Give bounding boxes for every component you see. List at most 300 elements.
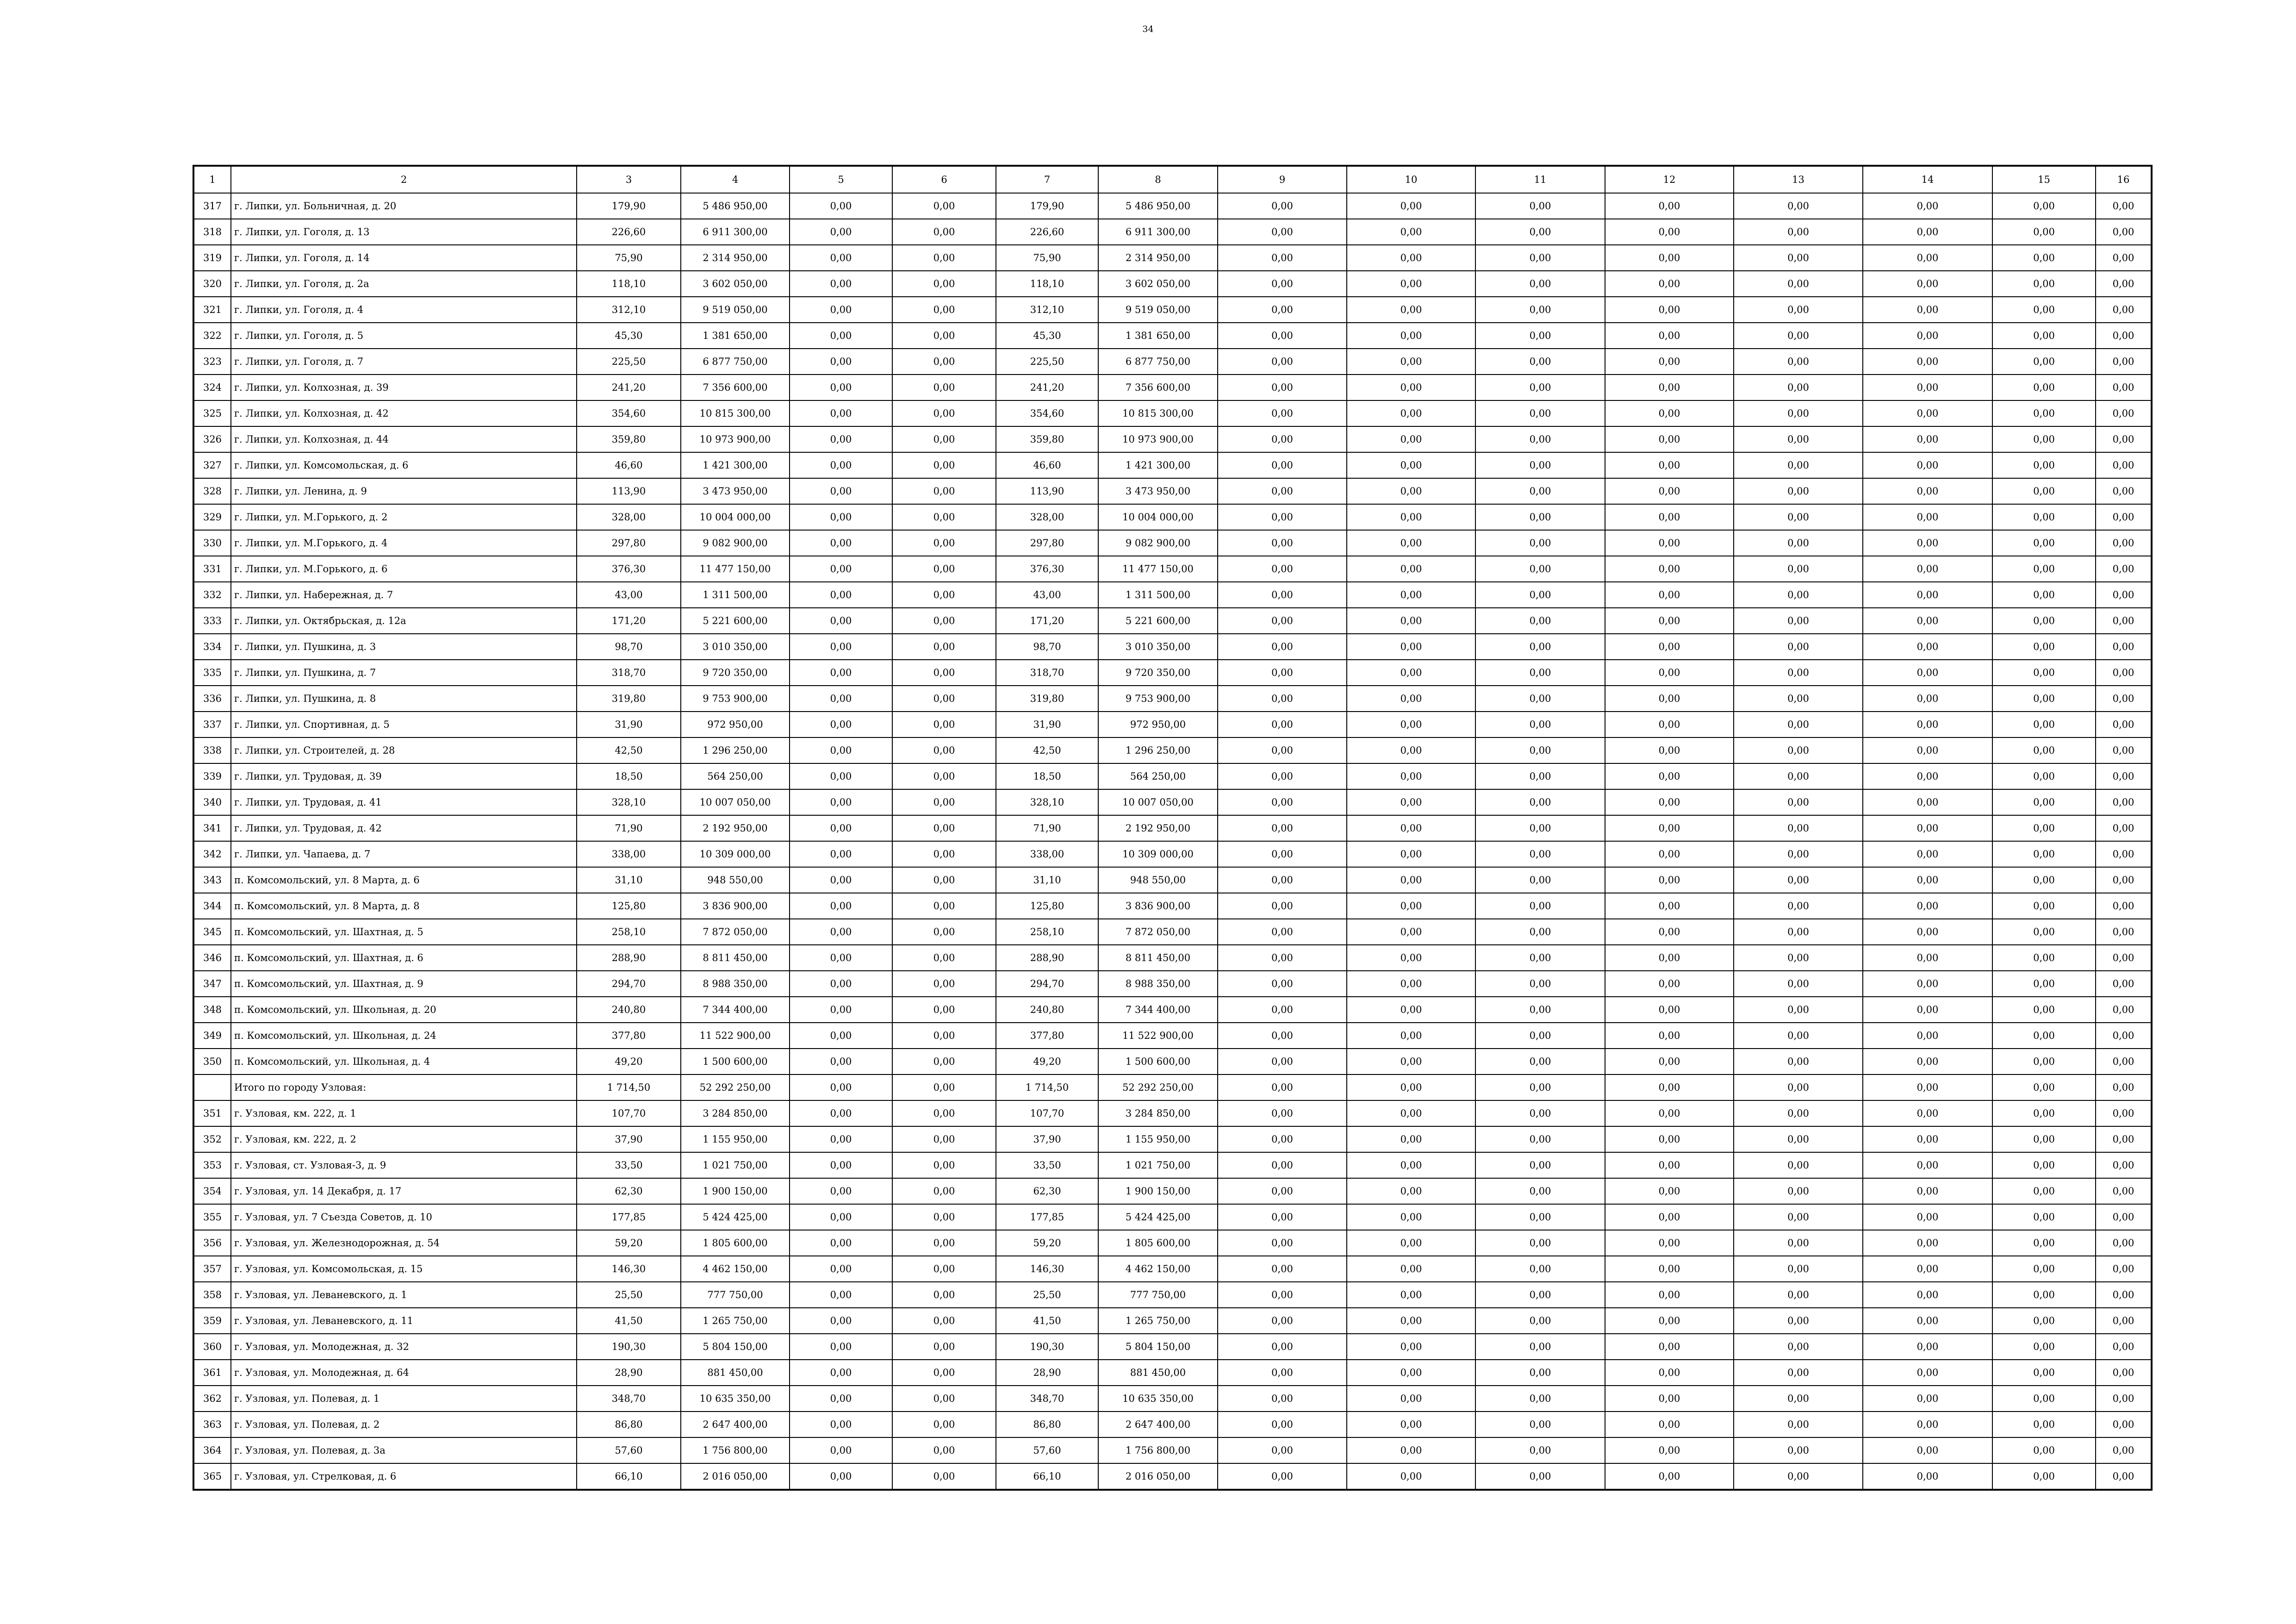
cost-cell: 5 424 425,00 — [681, 1204, 790, 1230]
cost-cell: 1 756 800,00 — [681, 1437, 790, 1463]
value-cell: 0,00 — [1347, 1230, 1475, 1256]
row-number-cell — [193, 1074, 231, 1100]
value-cell: 0,00 — [790, 1049, 892, 1074]
value-cell: 0,00 — [1475, 1386, 1605, 1412]
value-cell: 0,00 — [1347, 763, 1475, 789]
value-cell: 0,00 — [1605, 1256, 1734, 1282]
row-number-cell: 330 — [193, 530, 231, 556]
value-cell: 0,00 — [1218, 271, 1347, 297]
value-cell: 0,00 — [1347, 530, 1475, 556]
area-cell: 86,80 — [577, 1412, 681, 1437]
value-cell: 0,00 — [2096, 1437, 2152, 1463]
cost-cell: 2 647 400,00 — [1098, 1412, 1218, 1437]
value-cell: 0,00 — [1992, 1256, 2096, 1282]
value-cell: 0,00 — [892, 997, 996, 1023]
cost-cell: 2 192 950,00 — [681, 815, 790, 841]
value-cell: 0,00 — [1605, 1463, 1734, 1490]
value-cell: 0,00 — [1863, 737, 1992, 763]
table-row — [193, 323, 2152, 349]
cost-cell: 5 424 425,00 — [1098, 1204, 1218, 1230]
value-cell: 0,00 — [892, 193, 996, 219]
area-cell: 294,70 — [996, 971, 1098, 997]
value-cell: 0,00 — [1218, 1178, 1347, 1204]
value-cell: 0,00 — [790, 1230, 892, 1256]
value-cell: 0,00 — [790, 1256, 892, 1282]
value-cell: 0,00 — [892, 815, 996, 841]
value-cell: 0,00 — [790, 945, 892, 971]
value-cell: 0,00 — [2096, 1074, 2152, 1100]
cost-cell: 5 221 600,00 — [1098, 608, 1218, 634]
value-cell: 0,00 — [892, 1126, 996, 1152]
value-cell: 0,00 — [1605, 686, 1734, 712]
cost-cell: 1 311 500,00 — [681, 582, 790, 608]
area-cell: 1 714,50 — [577, 1074, 681, 1100]
value-cell: 0,00 — [1992, 530, 2096, 556]
value-cell: 0,00 — [1992, 219, 2096, 245]
column-number-cell: 10 — [1347, 166, 1475, 193]
table-row — [193, 763, 2152, 789]
value-cell: 0,00 — [892, 763, 996, 789]
value-cell: 0,00 — [892, 478, 996, 504]
value-cell: 0,00 — [1347, 193, 1475, 219]
area-cell: 226,60 — [577, 219, 681, 245]
value-cell: 0,00 — [1218, 1074, 1347, 1100]
value-cell: 0,00 — [1992, 867, 2096, 893]
table-row — [193, 1204, 2152, 1230]
row-number-cell: 344 — [193, 893, 231, 919]
value-cell: 0,00 — [1863, 1282, 1992, 1308]
area-cell: 328,10 — [996, 789, 1098, 815]
value-cell: 0,00 — [790, 582, 892, 608]
column-number-cell: 3 — [577, 166, 681, 193]
value-cell: 0,00 — [1992, 712, 2096, 737]
area-cell: 31,10 — [996, 867, 1098, 893]
value-cell: 0,00 — [1734, 1049, 1863, 1074]
cost-cell: 7 344 400,00 — [1098, 997, 1218, 1023]
area-cell: 28,90 — [996, 1360, 1098, 1386]
table-row — [193, 193, 2152, 219]
address-cell: п. Комсомольский, ул. Шахтная, д. 5 — [231, 919, 577, 945]
area-cell: 146,30 — [577, 1256, 681, 1282]
area-cell: 28,90 — [577, 1360, 681, 1386]
value-cell: 0,00 — [1605, 323, 1734, 349]
value-cell: 0,00 — [790, 245, 892, 271]
value-cell: 0,00 — [1734, 712, 1863, 737]
value-cell: 0,00 — [1605, 530, 1734, 556]
value-cell: 0,00 — [1475, 1256, 1605, 1282]
value-cell: 0,00 — [1734, 1334, 1863, 1360]
cost-cell: 1 296 250,00 — [681, 737, 790, 763]
area-cell: 45,30 — [577, 323, 681, 349]
value-cell: 0,00 — [1992, 608, 2096, 634]
value-cell: 0,00 — [892, 919, 996, 945]
value-cell: 0,00 — [2096, 997, 2152, 1023]
value-cell: 0,00 — [1475, 1152, 1605, 1178]
value-cell: 0,00 — [1605, 815, 1734, 841]
row-number-cell: 356 — [193, 1230, 231, 1256]
value-cell: 0,00 — [1347, 556, 1475, 582]
value-cell: 0,00 — [2096, 1386, 2152, 1412]
cost-cell: 2 647 400,00 — [681, 1412, 790, 1437]
value-cell: 0,00 — [1475, 504, 1605, 530]
area-cell: 376,30 — [996, 556, 1098, 582]
value-cell: 0,00 — [892, 971, 996, 997]
cost-cell: 9 753 900,00 — [681, 686, 790, 712]
value-cell: 0,00 — [2096, 763, 2152, 789]
value-cell: 0,00 — [1347, 608, 1475, 634]
value-cell: 0,00 — [1605, 893, 1734, 919]
row-number-cell: 339 — [193, 763, 231, 789]
value-cell: 0,00 — [1734, 400, 1863, 426]
cost-cell: 3 473 950,00 — [681, 478, 790, 504]
value-cell: 0,00 — [1992, 1178, 2096, 1204]
value-cell: 0,00 — [1992, 1463, 2096, 1490]
area-cell: 297,80 — [577, 530, 681, 556]
address-cell: г. Липки, ул. Гоголя, д. 2а — [231, 271, 577, 297]
value-cell: 0,00 — [1734, 504, 1863, 530]
value-cell: 0,00 — [1863, 763, 1992, 789]
table-row — [193, 945, 2152, 971]
value-cell: 0,00 — [1347, 919, 1475, 945]
row-number-cell: 343 — [193, 867, 231, 893]
value-cell: 0,00 — [1734, 1412, 1863, 1437]
area-cell: 25,50 — [996, 1282, 1098, 1308]
value-cell: 0,00 — [1734, 349, 1863, 375]
cost-cell: 948 550,00 — [681, 867, 790, 893]
value-cell: 0,00 — [1992, 323, 2096, 349]
cost-cell: 8 988 350,00 — [681, 971, 790, 997]
value-cell: 0,00 — [892, 582, 996, 608]
row-number-cell: 337 — [193, 712, 231, 737]
address-cell: г. Липки, ул. Октябрьская, д. 12а — [231, 608, 577, 634]
cost-cell: 1 805 600,00 — [681, 1230, 790, 1256]
value-cell: 0,00 — [1347, 1074, 1475, 1100]
value-cell: 0,00 — [1218, 478, 1347, 504]
area-cell: 62,30 — [996, 1178, 1098, 1204]
value-cell: 0,00 — [1863, 245, 1992, 271]
value-cell: 0,00 — [892, 375, 996, 400]
value-cell: 0,00 — [1218, 919, 1347, 945]
value-cell: 0,00 — [1734, 1256, 1863, 1282]
value-cell: 0,00 — [1347, 504, 1475, 530]
row-number-cell: 331 — [193, 556, 231, 582]
value-cell: 0,00 — [1992, 582, 2096, 608]
cost-cell: 10 635 350,00 — [681, 1386, 790, 1412]
value-cell: 0,00 — [1347, 245, 1475, 271]
area-cell: 66,10 — [577, 1463, 681, 1490]
cost-cell: 1 381 650,00 — [1098, 323, 1218, 349]
address-cell: г. Липки, ул. Больничная, д. 20 — [231, 193, 577, 219]
area-cell: 288,90 — [996, 945, 1098, 971]
value-cell: 0,00 — [1863, 1308, 1992, 1334]
value-cell: 0,00 — [2096, 426, 2152, 452]
value-cell: 0,00 — [790, 1152, 892, 1178]
value-cell: 0,00 — [1605, 971, 1734, 997]
row-number-cell: 319 — [193, 245, 231, 271]
value-cell: 0,00 — [1218, 530, 1347, 556]
value-cell: 0,00 — [1475, 1360, 1605, 1386]
area-cell: 171,20 — [577, 608, 681, 634]
value-cell: 0,00 — [1734, 1308, 1863, 1334]
area-cell: 319,80 — [577, 686, 681, 712]
cost-cell: 3 836 900,00 — [681, 893, 790, 919]
value-cell: 0,00 — [1605, 1074, 1734, 1100]
address-cell: г. Узловая, км. 222, д. 1 — [231, 1100, 577, 1126]
cost-cell: 1 265 750,00 — [681, 1308, 790, 1334]
value-cell: 0,00 — [1992, 1412, 2096, 1437]
table-row — [193, 375, 2152, 400]
area-cell: 258,10 — [577, 919, 681, 945]
value-cell: 0,00 — [1218, 763, 1347, 789]
row-number-cell: 318 — [193, 219, 231, 245]
value-cell: 0,00 — [1605, 1282, 1734, 1308]
value-cell: 0,00 — [1347, 1049, 1475, 1074]
cost-cell: 10 004 000,00 — [1098, 504, 1218, 530]
value-cell: 0,00 — [1347, 660, 1475, 686]
row-number-cell: 329 — [193, 504, 231, 530]
value-cell: 0,00 — [892, 945, 996, 971]
cost-cell: 11 477 150,00 — [1098, 556, 1218, 582]
value-cell: 0,00 — [790, 1126, 892, 1152]
row-number-cell: 349 — [193, 1023, 231, 1049]
value-cell: 0,00 — [2096, 686, 2152, 712]
value-cell: 0,00 — [1218, 686, 1347, 712]
area-cell: 258,10 — [996, 919, 1098, 945]
area-cell: 294,70 — [577, 971, 681, 997]
address-cell: г. Узловая, ул. Леваневского, д. 1 — [231, 1282, 577, 1308]
row-number-cell: 321 — [193, 297, 231, 323]
value-cell: 0,00 — [1734, 426, 1863, 452]
value-cell: 0,00 — [1475, 763, 1605, 789]
value-cell: 0,00 — [892, 1256, 996, 1282]
value-cell: 0,00 — [1605, 1049, 1734, 1074]
value-cell: 0,00 — [1347, 634, 1475, 660]
value-cell: 0,00 — [1992, 400, 2096, 426]
value-cell: 0,00 — [1863, 478, 1992, 504]
address-cell: г. Узловая, ул. Железнодорожная, д. 54 — [231, 1230, 577, 1256]
table-row — [193, 660, 2152, 686]
cost-cell: 10 007 050,00 — [681, 789, 790, 815]
table-row — [193, 608, 2152, 634]
address-cell: г. Липки, ул. Спортивная, д. 5 — [231, 712, 577, 737]
row-number-cell: 334 — [193, 634, 231, 660]
area-cell: 98,70 — [577, 634, 681, 660]
table-row — [193, 815, 2152, 841]
value-cell: 0,00 — [892, 1049, 996, 1074]
row-number-cell: 341 — [193, 815, 231, 841]
value-cell: 0,00 — [1475, 530, 1605, 556]
value-cell: 0,00 — [892, 271, 996, 297]
area-cell: 41,50 — [577, 1308, 681, 1334]
value-cell: 0,00 — [1992, 841, 2096, 867]
cost-cell: 1 900 150,00 — [681, 1178, 790, 1204]
value-cell: 0,00 — [1347, 841, 1475, 867]
value-cell: 0,00 — [1347, 297, 1475, 323]
value-cell: 0,00 — [2096, 1023, 2152, 1049]
value-cell: 0,00 — [1992, 504, 2096, 530]
value-cell: 0,00 — [1475, 271, 1605, 297]
value-cell: 0,00 — [790, 1178, 892, 1204]
area-cell: 107,70 — [996, 1100, 1098, 1126]
cost-cell: 10 815 300,00 — [1098, 400, 1218, 426]
cost-cell: 1 311 500,00 — [1098, 582, 1218, 608]
cost-cell: 9 082 900,00 — [1098, 530, 1218, 556]
column-number-cell: 5 — [790, 166, 892, 193]
table-row — [193, 1437, 2152, 1463]
table-row — [193, 1334, 2152, 1360]
value-cell: 0,00 — [1605, 1437, 1734, 1463]
value-cell: 0,00 — [892, 245, 996, 271]
value-cell: 0,00 — [1992, 349, 2096, 375]
value-cell: 0,00 — [790, 763, 892, 789]
table-row — [193, 530, 2152, 556]
cost-cell: 10 815 300,00 — [681, 400, 790, 426]
value-cell: 0,00 — [2096, 530, 2152, 556]
area-cell: 328,10 — [577, 789, 681, 815]
value-cell: 0,00 — [1605, 219, 1734, 245]
value-cell: 0,00 — [1347, 478, 1475, 504]
value-cell: 0,00 — [892, 1360, 996, 1386]
value-cell: 0,00 — [1475, 556, 1605, 582]
value-cell: 0,00 — [1734, 375, 1863, 400]
value-cell: 0,00 — [1475, 1463, 1605, 1490]
value-cell: 0,00 — [1863, 608, 1992, 634]
row-number-cell: 328 — [193, 478, 231, 504]
cost-cell: 4 462 150,00 — [1098, 1256, 1218, 1282]
value-cell: 0,00 — [1605, 400, 1734, 426]
value-cell: 0,00 — [1992, 1152, 2096, 1178]
area-cell: 57,60 — [577, 1437, 681, 1463]
value-cell: 0,00 — [1347, 1126, 1475, 1152]
address-cell: п. Комсомольский, ул. Шахтная, д. 9 — [231, 971, 577, 997]
cost-cell: 11 522 900,00 — [681, 1023, 790, 1049]
value-cell: 0,00 — [1863, 556, 1992, 582]
value-cell: 0,00 — [1734, 271, 1863, 297]
value-cell: 0,00 — [1863, 1412, 1992, 1437]
row-number-cell: 348 — [193, 997, 231, 1023]
value-cell: 0,00 — [1863, 1049, 1992, 1074]
address-cell: п. Комсомольский, ул. 8 Марта, д. 8 — [231, 893, 577, 919]
cost-cell: 9 720 350,00 — [681, 660, 790, 686]
address-cell: п. Комсомольский, ул. Школьная, д. 24 — [231, 1023, 577, 1049]
area-cell: 71,90 — [996, 815, 1098, 841]
value-cell: 0,00 — [1992, 1126, 2096, 1152]
value-cell: 0,00 — [1347, 1463, 1475, 1490]
value-cell: 0,00 — [1347, 1282, 1475, 1308]
value-cell: 0,00 — [892, 1100, 996, 1126]
value-cell: 0,00 — [892, 841, 996, 867]
value-cell: 0,00 — [1605, 1126, 1734, 1152]
value-cell: 0,00 — [1734, 1178, 1863, 1204]
value-cell: 0,00 — [2096, 556, 2152, 582]
area-cell: 348,70 — [577, 1386, 681, 1412]
value-cell: 0,00 — [1863, 1126, 1992, 1152]
value-cell: 0,00 — [892, 789, 996, 815]
value-cell: 0,00 — [790, 789, 892, 815]
address-cell: г. Липки, ул. М.Горького, д. 4 — [231, 530, 577, 556]
value-cell: 0,00 — [1475, 1230, 1605, 1256]
table-row — [193, 1412, 2152, 1437]
page-number: 34 — [1142, 24, 1154, 34]
table-row — [193, 426, 2152, 452]
value-cell: 0,00 — [1992, 1360, 2096, 1386]
value-cell: 0,00 — [1605, 1360, 1734, 1386]
value-cell: 0,00 — [1475, 997, 1605, 1023]
value-cell: 0,00 — [1605, 452, 1734, 478]
value-cell: 0,00 — [1734, 919, 1863, 945]
cost-cell: 1 265 750,00 — [1098, 1308, 1218, 1334]
area-cell: 328,00 — [577, 504, 681, 530]
value-cell: 0,00 — [790, 452, 892, 478]
value-cell: 0,00 — [1218, 400, 1347, 426]
value-cell: 0,00 — [1218, 582, 1347, 608]
value-cell: 0,00 — [1734, 1023, 1863, 1049]
cost-cell: 948 550,00 — [1098, 867, 1218, 893]
area-cell: 297,80 — [996, 530, 1098, 556]
value-cell: 0,00 — [1218, 1437, 1347, 1463]
value-cell: 0,00 — [1347, 1334, 1475, 1360]
value-cell: 0,00 — [2096, 971, 2152, 997]
row-number-cell: 362 — [193, 1386, 231, 1412]
value-cell: 0,00 — [1218, 737, 1347, 763]
cost-cell: 10 973 900,00 — [681, 426, 790, 452]
value-cell: 0,00 — [2096, 1126, 2152, 1152]
value-cell: 0,00 — [892, 400, 996, 426]
cost-cell: 3 473 950,00 — [1098, 478, 1218, 504]
cost-cell: 1 805 600,00 — [1098, 1230, 1218, 1256]
cost-cell: 777 750,00 — [1098, 1282, 1218, 1308]
value-cell: 0,00 — [1734, 1230, 1863, 1256]
row-number-cell: 364 — [193, 1437, 231, 1463]
area-cell: 225,50 — [577, 349, 681, 375]
value-cell: 0,00 — [1218, 1463, 1347, 1490]
cost-cell: 2 192 950,00 — [1098, 815, 1218, 841]
value-cell: 0,00 — [1863, 893, 1992, 919]
value-cell: 0,00 — [1734, 1360, 1863, 1386]
value-cell: 0,00 — [1863, 945, 1992, 971]
row-number-cell: 345 — [193, 919, 231, 945]
value-cell: 0,00 — [2096, 349, 2152, 375]
cost-cell: 7 356 600,00 — [1098, 375, 1218, 400]
value-cell: 0,00 — [2096, 323, 2152, 349]
value-cell: 0,00 — [1605, 1023, 1734, 1049]
value-cell: 0,00 — [892, 530, 996, 556]
cost-cell: 1 500 600,00 — [681, 1049, 790, 1074]
value-cell: 0,00 — [2096, 1204, 2152, 1230]
value-cell: 0,00 — [1992, 945, 2096, 971]
value-cell: 0,00 — [1347, 349, 1475, 375]
value-cell: 0,00 — [2096, 945, 2152, 971]
value-cell: 0,00 — [790, 1100, 892, 1126]
cost-cell: 7 872 050,00 — [681, 919, 790, 945]
row-number-cell: 340 — [193, 789, 231, 815]
area-cell: 113,90 — [577, 478, 681, 504]
value-cell: 0,00 — [1218, 789, 1347, 815]
value-cell: 0,00 — [1475, 1023, 1605, 1049]
value-cell: 0,00 — [2096, 245, 2152, 271]
area-cell: 241,20 — [996, 375, 1098, 400]
value-cell: 0,00 — [1218, 1126, 1347, 1152]
area-cell: 49,20 — [996, 1049, 1098, 1074]
row-number-cell: 360 — [193, 1334, 231, 1360]
cost-cell: 1 155 950,00 — [681, 1126, 790, 1152]
value-cell: 0,00 — [2096, 815, 2152, 841]
address-cell: г. Узловая, ул. Стрелковая, д. 6 — [231, 1463, 577, 1490]
value-cell: 0,00 — [1734, 1074, 1863, 1100]
value-cell: 0,00 — [1863, 1152, 1992, 1178]
table-row — [193, 1230, 2152, 1256]
area-cell: 312,10 — [577, 297, 681, 323]
